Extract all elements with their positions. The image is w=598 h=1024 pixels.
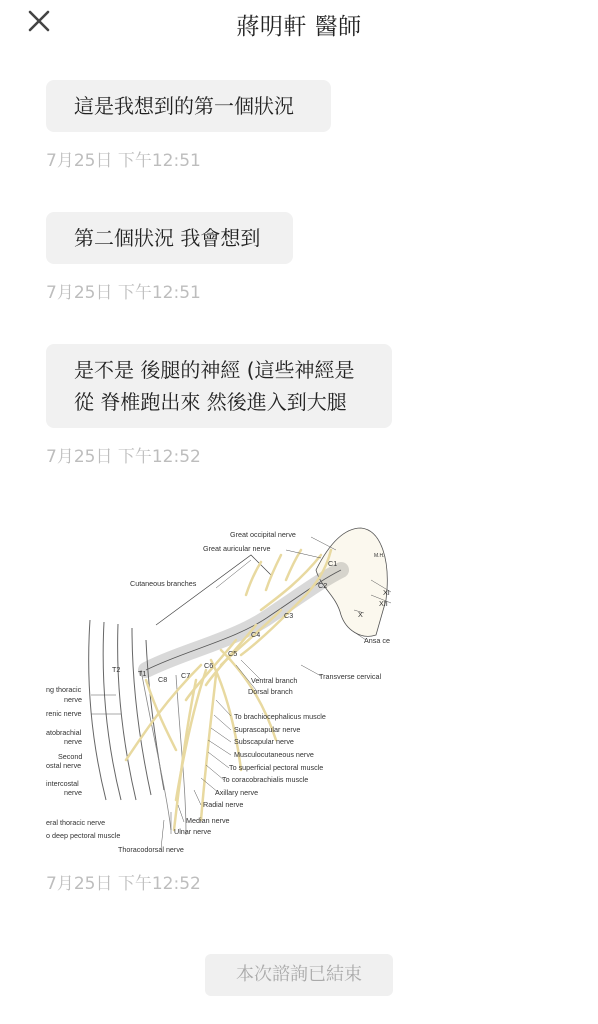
label-c5: C5 [228, 649, 238, 658]
signature-mark: M.H. [374, 553, 385, 559]
message-text: 這是我想到的第一個狀況 [74, 94, 294, 118]
label-brachiocephalicus: To brachiocephalicus muscle [234, 712, 326, 721]
label-c6: C6 [204, 661, 214, 670]
label-x: X [358, 610, 363, 619]
label-great-auricular: Great auricular nerve [203, 544, 271, 553]
chat-header [0, 0, 598, 44]
label-c7: C7 [181, 671, 191, 680]
label-deep-pectoral: o deep pectoral muscle [46, 831, 121, 840]
label-xii: XII [379, 599, 388, 608]
label-cutaneous: Cutaneous branches [130, 579, 197, 588]
label-suprascapular: Suprascapular nerve [234, 725, 301, 734]
message-bubble[interactable] [46, 80, 331, 132]
label-phrenic: renic nerve [46, 709, 82, 718]
label-second-costal: Second [58, 752, 83, 761]
message-bubble[interactable] [46, 212, 293, 264]
label-t2: T2 [112, 665, 121, 674]
label-second-costal-2: ostal nerve [46, 761, 82, 770]
label-c8: C8 [158, 675, 168, 684]
message-timestamp: 7月25日 下午12:51 [46, 151, 201, 171]
label-lateral-brachial-2: nerve [64, 737, 82, 746]
label-median: Median nerve [186, 816, 230, 825]
message-bubble[interactable] [46, 344, 392, 428]
nerve-anatomy-illustration [46, 500, 398, 860]
label-long-thoracic: ng thoracic [46, 685, 82, 694]
label-radial: Radial nerve [203, 800, 244, 809]
label-intercostal: intercostal [46, 779, 79, 788]
message-timestamp: 7月25日 下午12:52 [46, 874, 201, 894]
message-timestamp: 7月25日 下午12:51 [46, 283, 201, 303]
message-text: 第二個狀況 我會想到 [74, 226, 261, 250]
consultation-ended-button[interactable]: 本次諮詢已結束 [205, 954, 393, 996]
label-great-occipital: Great occipital nerve [230, 530, 296, 539]
label-axillary: Axillary nerve [215, 788, 259, 797]
label-lateral-brachial: atobrachial [46, 728, 82, 737]
label-t1: T1 [138, 669, 147, 678]
label-long-thoracic-2: nerve [64, 695, 82, 704]
label-coracobrachialis: To coracobrachialis muscle [222, 775, 309, 784]
page-title: 蔣明軒 醫師 [236, 14, 362, 40]
label-transverse-cervical: Transverse cervical [319, 672, 382, 681]
label-dorsal-branch: Dorsal branch [248, 687, 293, 696]
label-c3: C3 [284, 611, 294, 620]
label-intercostal-2: nerve [64, 788, 82, 797]
message-text-line: 從 脊椎跑出來 然後進入到大腿 [74, 390, 347, 414]
label-subscapular: Subscapular nerve [234, 737, 294, 746]
label-superficial-pectoral: To superficial pectoral muscle [229, 763, 324, 772]
label-lateral-thoracic: eral thoracic nerve [46, 818, 106, 827]
label-c2: C2 [318, 581, 328, 590]
message-timestamp: 7月25日 下午12:52 [46, 447, 201, 467]
label-musculocutaneous: Musculocutaneous nerve [234, 750, 314, 759]
image-message[interactable] [46, 500, 398, 860]
label-c1: C1 [328, 559, 338, 568]
label-thoracodorsal: Thoracodorsal nerve [118, 845, 184, 854]
label-ansa: Ansa ce [364, 636, 390, 645]
label-xi: XI [383, 588, 390, 597]
label-ulnar: Ulnar nerve [174, 827, 212, 836]
message-text-line: 是不是 後腿的神經 (這些神經是 [74, 358, 355, 382]
label-ventral-branch: Ventral branch [251, 676, 298, 685]
label-c4: C4 [251, 630, 261, 639]
